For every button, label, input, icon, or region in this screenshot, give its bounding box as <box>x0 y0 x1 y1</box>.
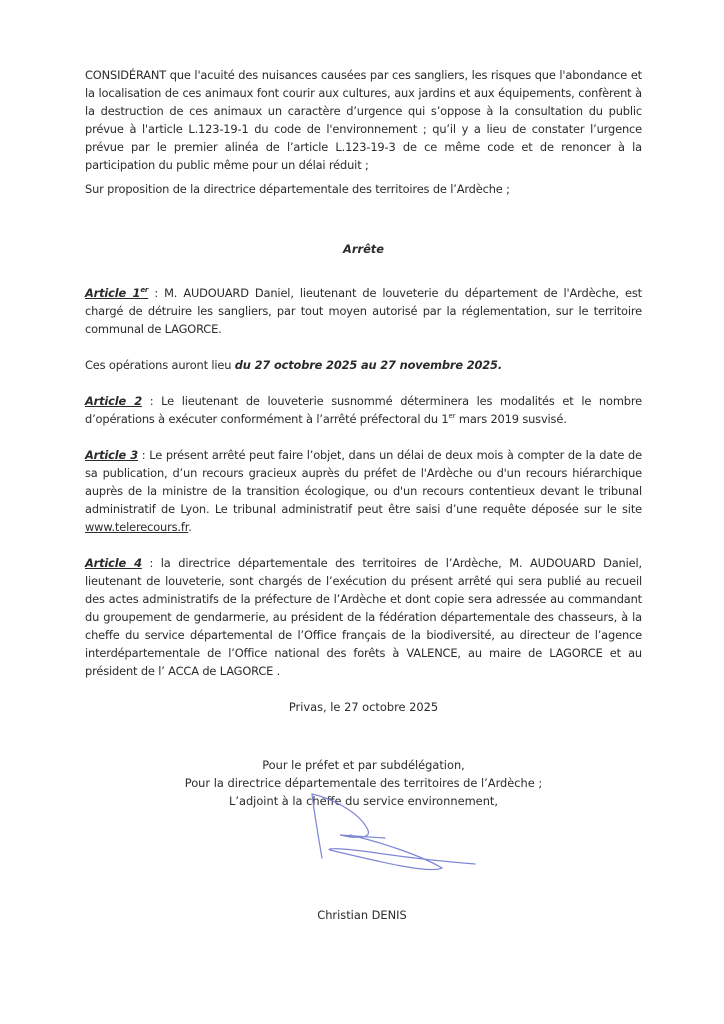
signature-line-1: Pour le préfet et par subdélégation, <box>262 758 465 772</box>
article-1 <box>85 284 642 338</box>
telerecours-link[interactable]: www.telerecours.fr <box>85 520 189 534</box>
proposition-paragraph: Sur proposition de la directrice départementale des territoires de l’Ardèche ; <box>85 182 510 196</box>
signature-stroke <box>312 794 475 870</box>
considerant-paragraph: CONSIDÉRANT que l'acuité des nuisances causées par ces sangliers, les risques que l'abondance et la localisation de ces animaux font courir aux cultures, aux jardins et aux équipements, confèrent à la destruction de ces animaux un caractère d’urgence qui s’oppose à la consultation du public prévue à l'article L.123-19-1 du code de l'environnement ; qu’il y a lieu de constater l’urgence prévue par le premier alinéa de l’article L.123-19-3 de ce même code et de renoncer à la participation du public même pour un délai réduit ; <box>85 68 642 172</box>
handwritten-signature <box>300 780 480 880</box>
article-3: Article 3 : Le présent arrêté peut faire l’objet, dans un délai de deux mois à compter de la date de sa publication, d’un recours gracieux auprès du préfet de l'Ardèche ou d'un recours hiérarchique auprès de la ministre de la transition écologique, ou d'un recours contentieux devant le tribunal administratif de Lyon. Le tribunal administratif peut être saisi d’une requête déposée sur le site www.telerecours.fr. <box>85 448 642 534</box>
article-2-label: Article 2 <box>85 394 142 408</box>
signer-name: Christian DENIS <box>317 908 407 922</box>
operations-period: Ces opérations auront lieu du 27 octobre 2025 au 27 novembre 2025. <box>85 358 502 372</box>
article-4: Article 4 : la directrice départementale des territoires de l’Ardèche, M. AUDOUARD Daniel, lieutenant de louveterie, sont chargés de l’exécution du présent arrêté qui sera publié au recueil des actes administratifs de la préfecture de l’Ardèche et dont copie sera adressée au commandant du groupement de gendarmerie, au président de la fédération départementale des chasseurs, à la cheffe du service départemental de l’Office français de la biodiversité, au directeur de l’agence interdépartementale de l’Office national des forêts à VALENCE, au maire de LAGORCE et au président de l’ ACCA de LAGORCE . <box>85 556 642 678</box>
signature-line-2: Pour la directrice départementale des territoires de l’Ardèche ; <box>184 776 543 790</box>
arrete-heading: Arrête <box>343 242 384 256</box>
place-date: Privas, le 27 octobre 2025 <box>288 700 439 714</box>
signature-line-3: L’adjoint à la cheffe du service environnement, <box>229 794 498 808</box>
article-3-label: Article 3 <box>85 448 138 462</box>
article-4-label: Article 4 <box>85 556 142 570</box>
article-1-label: Article 1er <box>85 286 149 300</box>
document-page <box>85 66 642 810</box>
article-1-text: : M. AUDOUARD Daniel, lieutenant de louveterie du département de l'Ardèche, est chargé de détruire les sangliers, par tout moyen autorisé par la réglementation, sur le territoire communal de LAGORCE. <box>85 286 642 336</box>
article-2: Article 2 : Le lieutenant de louveterie susnommé déterminera les modalités et le nombre d’opérations à exécuter conformément à l’arrêté préfectoral du 1er mars 2019 susvisé. <box>85 394 642 426</box>
operations-dates: du 27 octobre 2025 au 27 novembre 2025. <box>234 358 502 372</box>
